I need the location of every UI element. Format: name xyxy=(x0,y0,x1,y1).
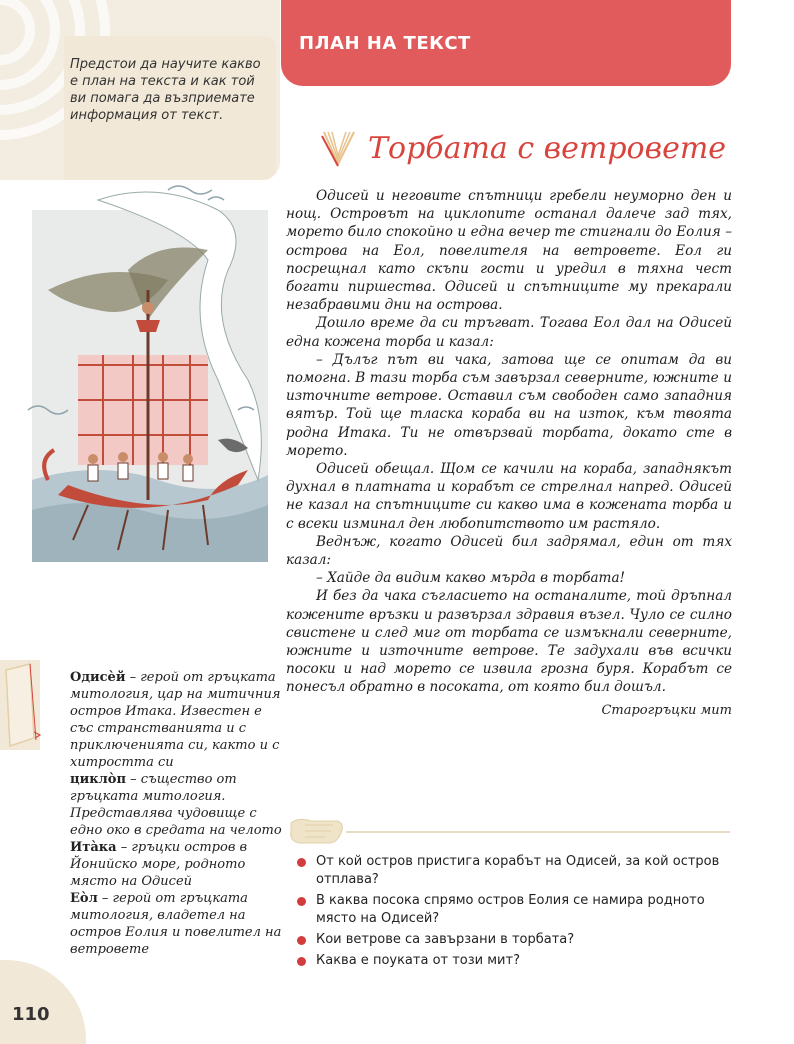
open-book-icon xyxy=(320,128,358,168)
glossary-entry xyxy=(70,839,282,890)
objective-box xyxy=(64,36,276,180)
story-title-row xyxy=(320,128,726,168)
bullet-icon xyxy=(297,858,306,867)
story-source: Старогръцки мит xyxy=(601,703,732,718)
glossary-term: Итàка xyxy=(70,840,117,855)
lesson-title: ПЛАН НА ТЕКСТ xyxy=(299,33,471,54)
question-item xyxy=(296,892,736,928)
story-paragraph: – Дълъг път ви чака, затова ще се опитам да ви помогна. В тази торба съм завързал северните, южните и източните ветрове. Оставил съм свободен само западния вятър. Той ще тласка кораба ви на изток, към твоята родна Итака. Ти не отвързвай торбата, докато сте в морето. xyxy=(286,351,732,459)
questions-divider xyxy=(346,831,730,833)
story-paragraph: И без да чака съгласието на останалите, той дръпнал кожените връзки и развързал здравия възел. Чуло се силно свистене и след миг от торбата се измъкнали северните, южните и източните ветрове. Те задухали във всички посоки и над морето се извила грозна буря. Корабът се понесъл обратно в посоката, от която бил дошъл. xyxy=(286,588,732,696)
story-paragraph: Дошло време да си тръгват. Тогава Еол дал на Одисей една кожена торба и казал: xyxy=(286,315,732,350)
bullet-icon xyxy=(297,897,306,906)
question-text: Кои ветрове са завързани в торбата? xyxy=(316,932,575,947)
glossary-definition: – герой от гръцката митология, владетел на остров Еолия и повелител на ветровете xyxy=(70,891,282,957)
story-paragraph: Веднъж, когато Одисей бил задрямал, един от тях казал: xyxy=(286,533,732,569)
questions-list xyxy=(296,853,736,973)
glossary-definition: – същество от гръцката митология. Представлява чудовище с едно око в средата на челото xyxy=(70,772,282,838)
story-text xyxy=(286,187,732,697)
glossary-definition: – герой от гръцката митология, цар на митичния остров Итака. Известен е със странстванията и с приключенията си, както и с хитростта си xyxy=(70,670,281,770)
glossary-term: Одисѐй xyxy=(70,670,126,685)
glossary xyxy=(70,669,282,958)
bullet-icon xyxy=(297,957,306,966)
page-corner-decoration xyxy=(0,960,86,1044)
question-text: От кой остров пристига корабът на Одисей, за кой остров отплава? xyxy=(316,854,720,887)
glossary-term: Еòл xyxy=(70,891,98,906)
story-paragraph: Одисей обещал. Щом се качили на кораба, западнякът духнал в платната и корабът се стрелнал напред. Одисей не казал на спътниците си какво има в кожената торба и с всеки изминал ден любопитството им растяло. xyxy=(286,461,732,532)
glossary-term: циклòп xyxy=(70,772,126,787)
question-text: Каква е поуката от този мит? xyxy=(316,953,520,968)
glossary-entry xyxy=(70,669,282,771)
story-paragraph: Одисей и неговите спътници гребели неуморно ден и нощ. Островът на циклопите останал далече зад тях, морето било спокойно и една вечер те стигнали до Еолия – острова на Еол, повелителя на ветровете. Еол ги посрещнал като скъпи гости и уредил в тяхна чест богати пиршества. Одисей и спътниците му прекарали незабравими дни на острова. xyxy=(286,188,732,314)
glossary-entry xyxy=(70,890,282,958)
scroll-icon xyxy=(285,815,347,849)
story-paragraph: – Хайде да видим какво мърда в торбата! xyxy=(316,570,626,587)
ship-illustration xyxy=(18,180,280,562)
question-item xyxy=(296,853,736,889)
glossary-definition: – гръцки остров в Йонийско море, родното място на Одисей xyxy=(70,840,248,889)
question-item xyxy=(296,931,736,949)
objective-text: Предстои да научите какво е план на текста и как той ви помага да възприемате информация от текст. xyxy=(70,57,261,123)
page-number: 110 xyxy=(12,1004,50,1025)
bullet-icon xyxy=(297,936,306,945)
question-item xyxy=(296,952,736,970)
story-title: Торбата с ветровете xyxy=(368,130,727,166)
glossary-entry xyxy=(70,771,282,839)
question-text: В каква посока спрямо остров Еолия се намира родното място на Одисей? xyxy=(316,893,705,926)
